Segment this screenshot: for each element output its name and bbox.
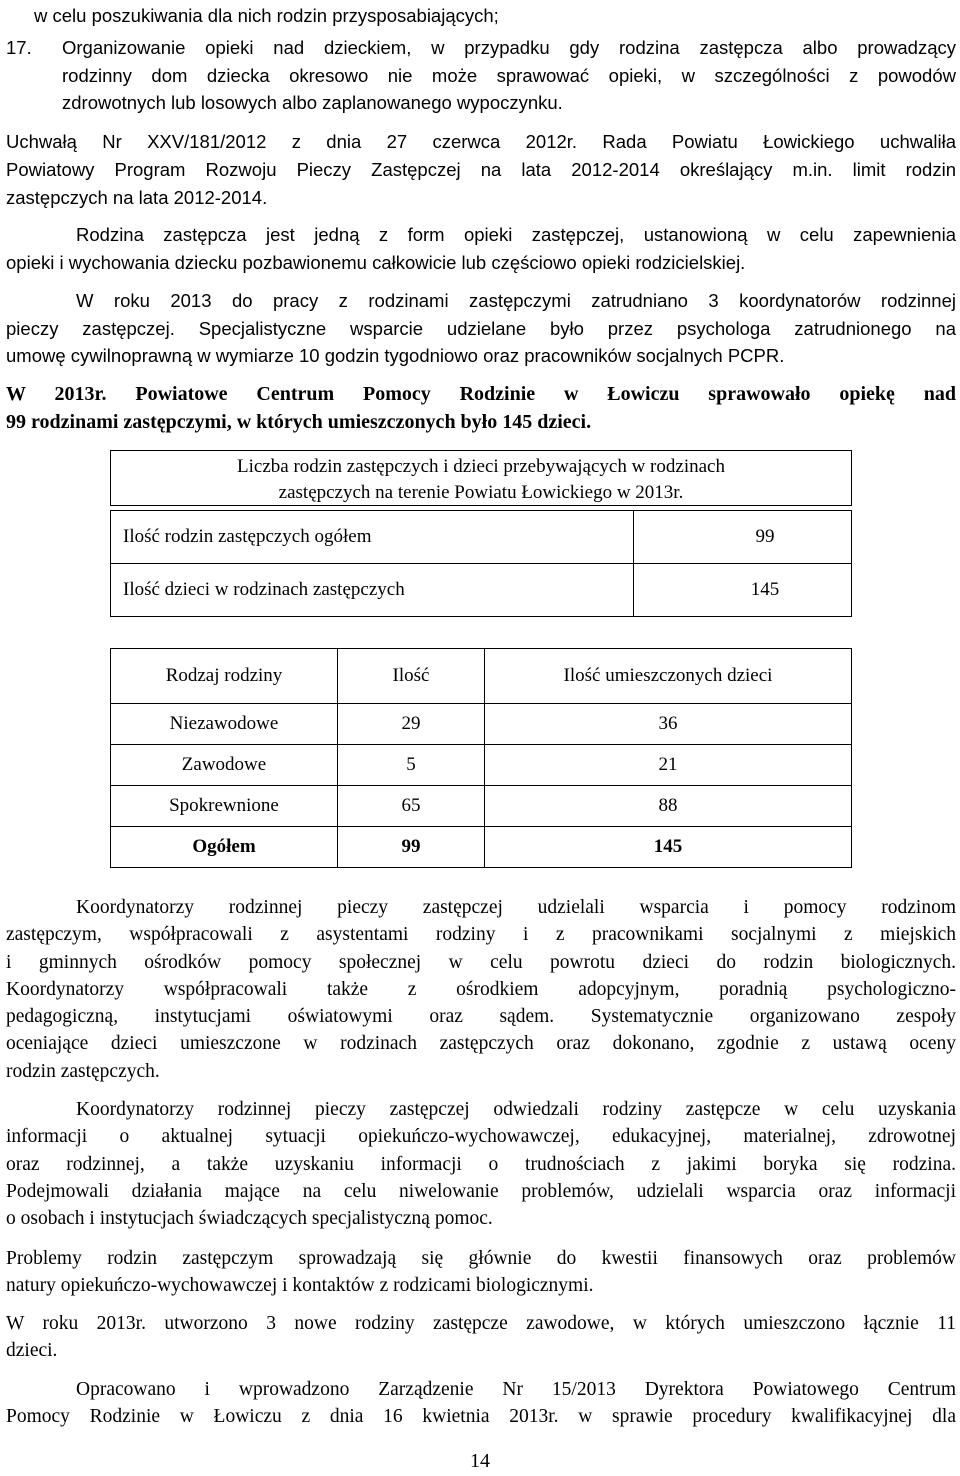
- table-cell: Spokrewnione: [111, 786, 338, 827]
- list-item-17: [62, 34, 956, 117]
- koordynatorzy-paragraph-2: [6, 1096, 956, 1232]
- text-line: Problemy rodzin zastępczym sprowadzają się głównie do kwestii finansowych oraz problemów: [6, 1248, 956, 1269]
- table-cell: 29: [338, 704, 485, 745]
- intro-section: [6, 2, 956, 30]
- table-row: [111, 511, 852, 564]
- table-row: [111, 786, 852, 827]
- text-line: Powiatowy Program Rozwoju Pieczy Zastępczej na lata 2012-2014 określający m.in. limit rodzin: [6, 159, 956, 180]
- text-line: i gminnych ośrodków pomocy społecznej w celu powrotu dzieci do rodzin biologicznych.: [6, 951, 956, 973]
- table-cell: 5: [338, 745, 485, 786]
- text-line: Opracowano i wprowadzono Zarządzenie Nr 15/2013 Dyrektora Powiatowego Centrum: [76, 1379, 956, 1400]
- table-total-row: [111, 827, 852, 868]
- text-line: natury opiekuńczo-wychowawczej i kontaktów z rodzicami biologicznymi.: [6, 1275, 594, 1297]
- list-number: 17.: [6, 37, 32, 58]
- table-cell: 65: [338, 786, 485, 827]
- text-line: zastępczych na lata 2012-2014.: [6, 187, 268, 208]
- table-cell: Ilość dzieci w rodzinach zastępczych: [111, 564, 634, 617]
- rodzina-paragraph: [6, 221, 956, 277]
- text-line: umowę cywilnoprawną w wymiarze 10 godzin tygodniowo oraz pracowników socjalnych PCPR.: [6, 345, 785, 366]
- table-cell: 145: [634, 564, 852, 617]
- text-line: W 2013r. Powiatowe Centrum Pomocy Rodzinie w Łowiczu sprawowało opiekę nad: [6, 383, 956, 405]
- text-line: Uchwałą Nr XXV/181/2012 z dnia 27 czerwca 2012r. Rada Powiatu Łowickiego uchwaliła: [6, 131, 956, 152]
- table-header-cell: Ilość: [338, 649, 485, 704]
- table-cell: 36: [485, 704, 852, 745]
- text-line: W roku 2013r. utworzono 3 nowe rodziny zastępcze zawodowe, w których umieszczono łącznie 11: [6, 1313, 956, 1334]
- text-line: opieki i wychowania dziecku pozbawionemu całkowicie lub częściowo opieki rodzicielskiej.: [6, 252, 746, 273]
- table-cell: Ilość rodzin zastępczych ogółem: [111, 511, 634, 564]
- text-line: oceniające dzieci umieszczone w rodzinach zastępczych oraz dokonano, zgodnie z ustawą oceny: [6, 1033, 956, 1055]
- text-line: Organizowanie opieki nad dzieckiem, w przypadku gdy rodzina zastępcza albo prowadzący: [62, 37, 956, 58]
- table-cell: 145: [485, 827, 852, 868]
- table-row: [111, 704, 852, 745]
- text-line: Koordynatorzy współpracowali także z ośrodkiem adopcyjnym, poradnią psychologiczno-: [6, 978, 956, 1000]
- text-line: W roku 2013 do pracy z rodzinami zastępczymi zatrudniano 3 koordynatorów rodzinnej: [76, 290, 956, 311]
- table-row: [111, 745, 852, 786]
- table-header-row: [111, 649, 852, 704]
- text-line: w celu poszukiwania dla nich rodzin przysposabiających;: [34, 5, 499, 26]
- text-line: pieczy zastępczej. Specjalistyczne wsparcie udzielane było przez psychologa zatrudnionego na: [6, 317, 956, 339]
- family-types-table: [110, 648, 852, 868]
- uchwala-paragraph: [6, 128, 956, 212]
- table-cell: 99: [338, 827, 485, 868]
- text-line: zdrowotnych lub losowych albo zaplanowanego wypoczynku.: [62, 92, 563, 113]
- summary-table: [110, 510, 852, 617]
- text-line: Pomocy Rodzinie w Łowiczu z dnia 16 kwietnia 2013r. w sprawie procedury kwalifikacyjnej dla: [6, 1406, 956, 1428]
- pcpr-summary-paragraph: [6, 380, 956, 436]
- table-cell: Niezawodowe: [111, 704, 338, 745]
- text-line: Rodzina zastępcza jest jedną z form opieki zastępczej, ustanowioną w celu zapewnienia: [76, 224, 956, 245]
- zatrudnienie-paragraph: [6, 287, 956, 370]
- nowe-rodziny-paragraph: [6, 1310, 956, 1365]
- table-header-cell: Rodzaj rodziny: [111, 649, 338, 704]
- text-line: dzieci.: [6, 1340, 58, 1362]
- table-cell: Ogółem: [111, 827, 338, 868]
- page-number: 14: [470, 1450, 490, 1472]
- table-cell: 88: [485, 786, 852, 827]
- text-line: Koordynatorzy rodzinnej pieczy zastępczej udzielali wsparcia i pomocy rodzinom: [76, 897, 956, 918]
- table-cell: 21: [485, 745, 852, 786]
- text-line: 99 rodzinami zastępczymi, w których umieszczonych było 145 dzieci.: [6, 411, 592, 433]
- table-cell: Zawodowe: [111, 745, 338, 786]
- zarzadzenie-paragraph: [6, 1376, 956, 1431]
- text-line: o osobach i instytucjach świadczących specjalistyczną pomoc.: [6, 1208, 493, 1230]
- text-line: informacji o aktualnej sytuacji opiekuńczo-wychowawczej, edukacyjnej, materialnej, zdrowotnej: [6, 1126, 956, 1148]
- table-cell: 99: [634, 511, 852, 564]
- text-line: pedagogiczną, instytucjami oświatowymi oraz sądem. Systematycznie organizowano zespoły: [6, 1006, 956, 1028]
- text-line: Koordynatorzy rodzinnej pieczy zastępczej odwiedzali rodziny zastępcze w celu uzyskania: [76, 1099, 956, 1120]
- title-line: zastępczych na terenie Powiatu Łowickiego w 2013r.: [278, 482, 684, 503]
- problemy-paragraph: [6, 1245, 956, 1300]
- text-line: rodzin zastępczych.: [6, 1060, 160, 1082]
- summary-table-title: [110, 450, 852, 506]
- text-line: zastępczym, współpracowali z asystentami rodziny i z pracownikami socjalnymi z miejskich: [6, 924, 956, 946]
- text-line: oraz rodzinnej, a także uzyskaniu informacji o trudnościach z jakimi boryka się rodzina.: [6, 1153, 956, 1175]
- title-line: Liczba rodzin zastępczych i dzieci przebywających w rodzinach: [237, 456, 725, 477]
- text-line: Podejmowali działania mające na celu niwelowanie problemów, udzielali wsparcia oraz informacji: [6, 1180, 956, 1202]
- text-line: rodzinny dom dziecka okresowo nie może sprawować opieki, w szczególności z powodów: [62, 64, 956, 86]
- koordynatorzy-paragraph-1: [6, 894, 956, 1085]
- table-header-cell: Ilość umieszczonych dzieci: [485, 649, 852, 704]
- table-row: [111, 564, 852, 617]
